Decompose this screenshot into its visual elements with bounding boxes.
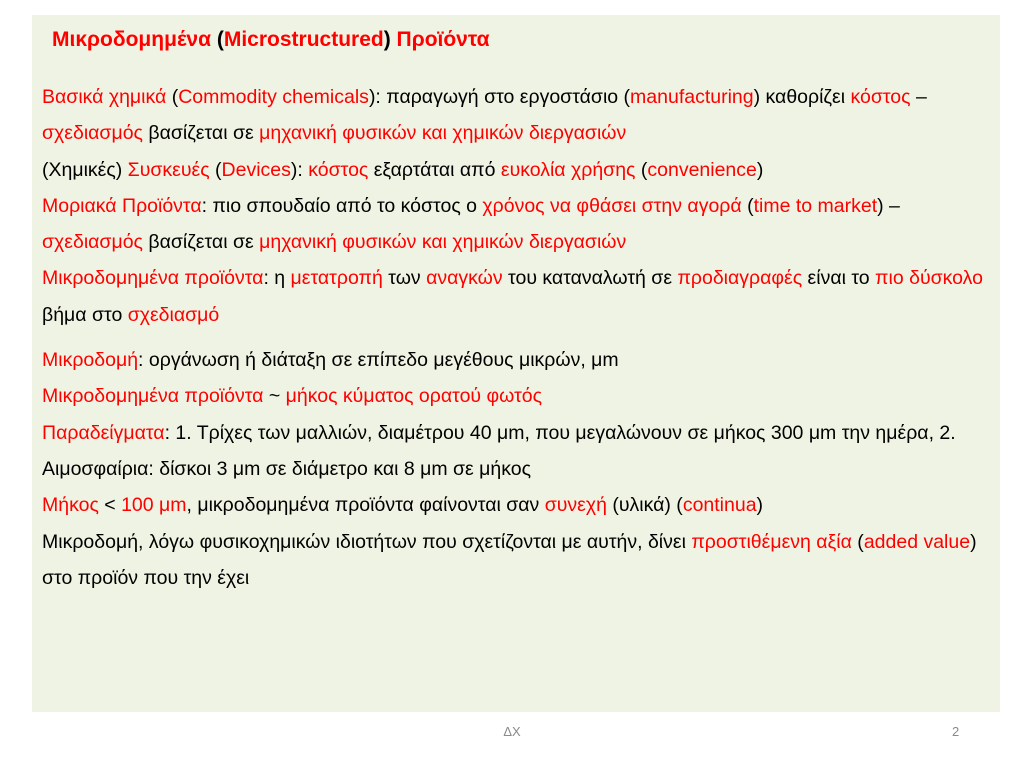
term: Devices [221,158,291,181]
text: ) στο προϊόν που την έχει [42,530,977,589]
text: ) [756,494,764,517]
title-part: ( [211,28,224,51]
footer-author: ΔΧ [503,724,521,739]
term: μηχανική φυσικών και χημικών διεργασιών [259,122,627,145]
text: ~ [263,385,286,408]
term: 100 μm [121,494,187,517]
term: μετατροπή [290,267,383,290]
term: σχεδιασμός [42,122,143,145]
term: χρόνος να φθάσει στην αγορά [482,194,742,217]
text: ): [290,158,309,181]
term: κόστος [308,158,369,181]
text: ( [166,86,179,108]
text: ( [851,530,864,553]
term: convenience [647,158,757,181]
text: ( [209,158,222,181]
text: ) καθορίζει [753,86,851,108]
text: Μικροδομή, λόγω φυσικοχημικών ιδιοτήτων που σχετίζονται με αυτήν, δίνει [42,530,692,553]
title-part: Προϊόντα [396,28,490,51]
title-part: ) [383,28,397,51]
term: μήκος κύματος ορατού φωτός [285,385,543,408]
text: είναι το [802,267,876,290]
text: βήμα στο [42,303,128,326]
text: ) – [877,194,900,217]
term: Συσκευές [127,158,210,181]
paragraph-microstructure-definition [42,342,992,378]
term: προδιαγραφές [677,267,803,290]
paragraph-added-value [42,524,992,597]
term: Μοριακά Προϊόντα [42,194,202,217]
term: manufacturing [630,86,754,108]
term: Μικροδομή [42,349,139,372]
term: σχεδιασμός [42,231,143,254]
text: ): παραγωγή στο εργοστάσιο ( [368,86,631,108]
text: βασίζεται σε [142,122,260,145]
text: ( [741,194,754,217]
paragraph-commodity-chemicals [42,79,992,152]
term: ευκολία χρήσης [500,158,636,181]
slide-title [52,28,490,52]
term: πιο δύσκολο [875,267,983,290]
text: των [382,267,427,290]
term: κόστος [850,86,911,108]
text: του καταναλωτή σε [502,267,678,290]
title-part: Microstructured [223,28,384,51]
text: εξαρτάται από [368,158,501,181]
slide-content-box [32,15,1000,712]
term: αναγκών [426,267,503,290]
paragraph-length [42,487,992,523]
text: , μικροδομημένα προϊόντα φαίνονται σαν [186,494,545,517]
page-number: 2 [952,724,960,739]
term: continua [682,494,757,517]
paragraph-devices [42,152,992,188]
text: ) [756,158,764,181]
slide-body [42,79,992,596]
term: Βασικά χημικά [42,86,167,108]
term: Μήκος [42,494,99,517]
text: : πιο σπουδαίο από το κόστος ο [201,194,483,217]
title-part: Μικροδομημένα [52,28,212,51]
term: σχεδιασμό [127,303,220,326]
text: : η [263,267,291,290]
term: time to market [753,194,878,217]
term: Μικροδομημένα προϊόντα [42,385,264,408]
text: (Χημικές) [42,158,128,181]
text: < [98,494,122,517]
text: (υλικά) ( [606,494,683,517]
term: μηχανική φυσικών και χημικών διεργασιών [259,231,627,254]
text: : οργάνωση ή διάταξη σε επίπεδο μεγέθους μικρών, μm [138,349,619,372]
term: συνεχή [544,494,607,517]
term: Παραδείγματα [42,421,165,444]
term: Commodity chemicals [178,86,369,108]
term: Μικροδομημένα προϊόντα [42,267,264,290]
text: – [910,86,927,108]
text: βασίζεται σε [142,231,260,254]
text: ( [635,158,648,181]
text: : 1. Τρίχες των μαλλιών, διαμέτρου 40 μm, που μεγαλώνουν σε μήκος 300 μm την ημέρα, 2. Αιμοσφαίρια: δίσκοι 3 μm σε διάμετρο και 8 μm σε μήκος [42,421,956,480]
paragraph-molecular-products [42,188,992,261]
paragraph-microstructured-products [42,260,992,333]
paragraph-examples [42,415,992,488]
paragraph-wavelength [42,378,992,414]
term: προστιθέμενη αξία [691,530,852,553]
term: added value [863,530,971,553]
